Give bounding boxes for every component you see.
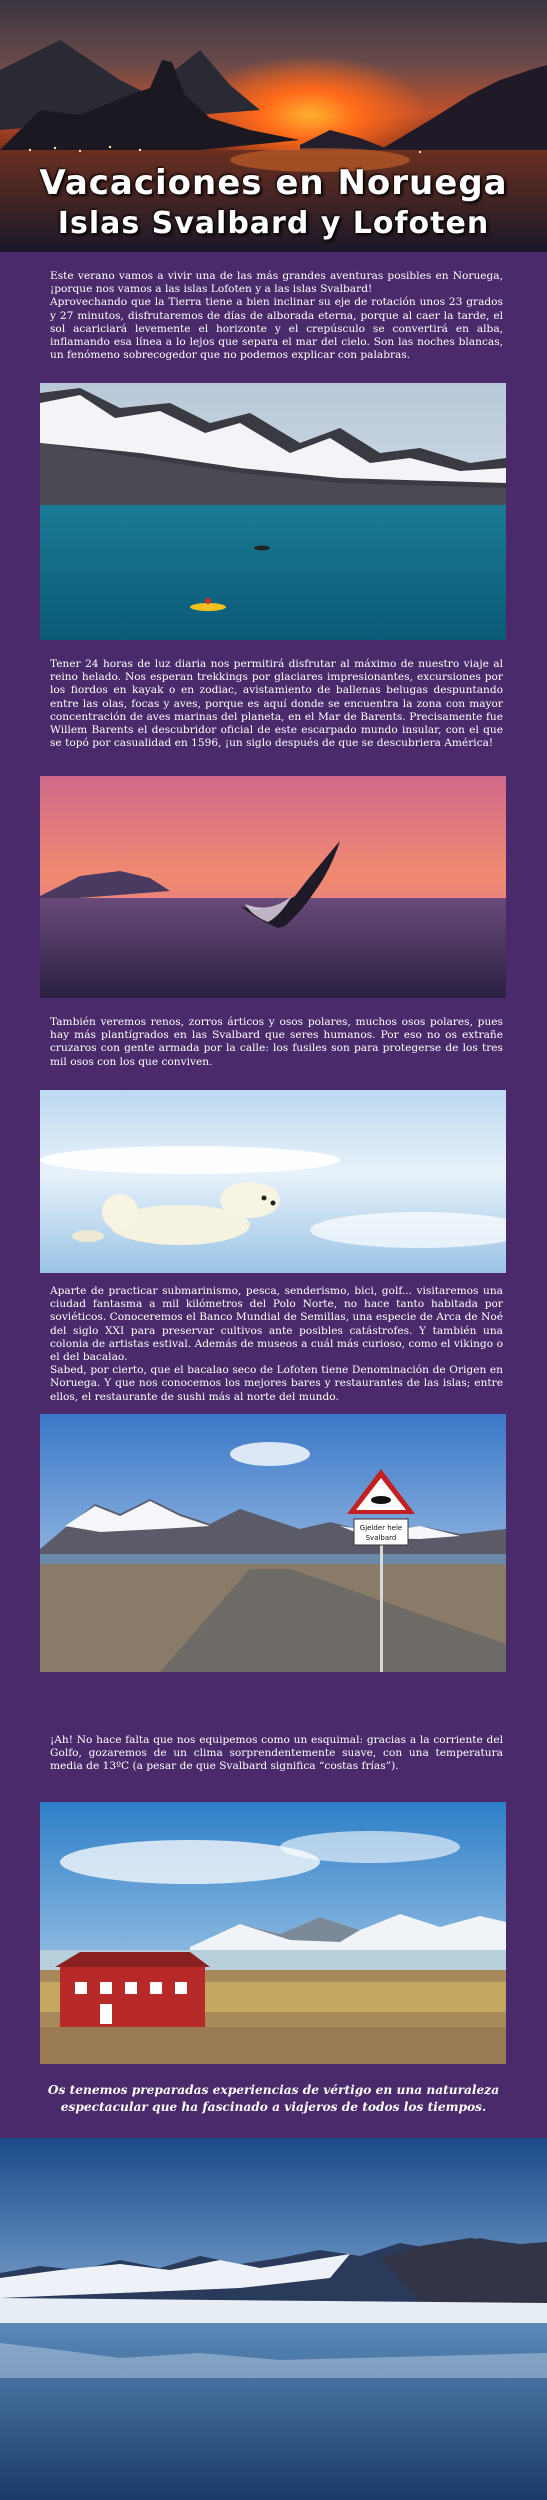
glacier-panorama-photo (0, 2138, 547, 2500)
activities-paragraph-2: Sabed, por cierto, que el bacalao seco de Lofoten tiene Denominación de Origen en Noruega. Y que nos conocemos los mejores bares y restaurantes de las islas; entre ellos, el restaurante de sushi más al norte del mundo. (50, 1364, 503, 1403)
intro-paragraph (50, 270, 503, 362)
climate-paragraph (50, 1734, 503, 1774)
intro-paragraph-2: Aprovechando que la Tierra tiene a bien inclinar su eje de rotación unos 23 grados y 27 minutos, disfrutaremos de días de alborada eterna, porque al caer la tarde, el sol acariciará levemente el horizonte y el crepúsculo se convertirá en alba, inflamando esa línea a lo lejos que separa el mar del cielo. Son las noches blancas, un fenómeno sobrecogedor que no podemos explicar con palabras. (50, 296, 503, 362)
sign-text-line2: Svalbard (365, 1534, 397, 1542)
activities-paragraph (50, 1285, 503, 1404)
whale-tail-photo (40, 776, 506, 998)
wildlife-paragraph-1: También veremos renos, zorros árticos y osos polares, muchos osos polares, pues hay más plantígrados en las Svalbard que seres humanos. Por eso no os extrañe cruzaros con gente armada por la calle: los fusiles son para protegerse de los tres mil osos con los que conviven. (50, 1016, 503, 1068)
closing-tagline: Os tenemos preparadas experiencias de vértigo en una naturaleza espectacular que ha fascinado a viajeros de todos los tiempos. (47, 2083, 500, 2114)
light-paragraph-1: Tener 24 horas de luz diaria nos permitirá disfrutar al máximo de nuestro viaje al reino helado. Nos esperan trekkings por glaciares impresionantes, excursiones por los fiordos en kayak o en zodiac, avistamiento de ballenas belugas despuntando entre las olas, focas y aves, porque es aquí donde se encuentra la zona con mayor concentración de aves marinas del planeta, en el Mar de Barents. Precisamente fue Willem Barents el descubridor oficial de este escarpado mundo insular, con el que se topó por casualidad en 1596, ¡un siglo después de que se descubriera América! (50, 658, 503, 750)
intro-paragraph-1: Este verano vamos a vivir una de las más grandes aventuras posibles en Noruega, ¡porque nos vamos a las islas Lofoten y a las islas Svalbard! (50, 270, 503, 296)
wildlife-paragraph (50, 1016, 503, 1069)
fjord-kayak-photo (40, 383, 506, 640)
activities-paragraph-1: Aparte de practicar submarinismo, pesca, senderismo, bici, golf... visitaremos una ciudad fantasma a mil kilómetros del Polo Norte, no hace tanto habitada por soviéticos. Conoceremos el Banco Mundial de Semillas, una especie de Arca de Noé del siglo XXI para preservar cultivos ante posibles catástrofes. Y también una colonia de artistas estival. Además de museos a cuál más curioso, como el vikingo o el del bacalao. (50, 1285, 503, 1364)
climate-paragraph-1: ¡Ah! No hace falta que nos equipemos como un esquimal: gracias a la corriente del Golfo, gozaremos de un clima sorprendentemente suave, con una temperatura media de 13ºC (a pesar de que Svalbard significa “costas frías”). (50, 1734, 503, 1773)
polar-bear-photo (40, 1090, 506, 1273)
page-title: Vacaciones en Noruega (39, 163, 508, 203)
hero-banner (0, 0, 547, 252)
bear-sign-road-photo (40, 1414, 506, 1672)
page-subtitle: Islas Svalbard y Lofoten (57, 206, 490, 241)
red-house-photo (40, 1802, 506, 2064)
sign-text-line1: Gjelder hele (359, 1524, 403, 1532)
light-paragraph (50, 658, 503, 750)
